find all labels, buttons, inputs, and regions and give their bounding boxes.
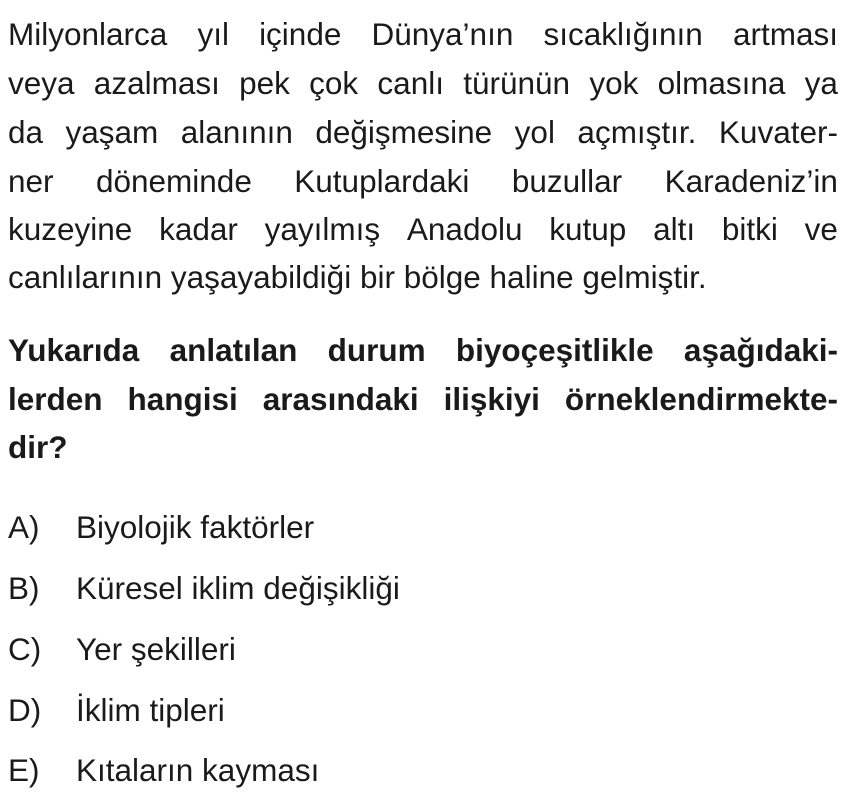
word: durum — [327, 332, 426, 368]
word: kadar — [159, 211, 238, 247]
word: yok — [589, 65, 639, 101]
word: yol — [514, 114, 555, 150]
passage-line-3 — [8, 108, 838, 156]
option-text: Küresel iklim değişikliği — [76, 570, 400, 606]
option-text: İklim tipleri — [76, 692, 225, 728]
word: arasındaki — [262, 381, 419, 417]
word: veya — [8, 65, 75, 101]
option-letter: A) — [8, 509, 40, 545]
question-line-3: dir? — [8, 429, 68, 465]
option-c[interactable] — [8, 625, 236, 673]
question-line-1 — [8, 326, 838, 374]
option-b[interactable] — [8, 564, 400, 612]
word: Kutuplardaki — [294, 163, 470, 199]
word: ya — [804, 65, 838, 101]
word: değişmesine — [315, 114, 493, 150]
word: Dünya’nın — [371, 16, 514, 52]
word: Karadeniz’in — [664, 163, 838, 199]
word: kutup — [549, 211, 627, 247]
passage-line-1 — [8, 10, 838, 58]
option-text: Biyolojik faktörler — [76, 509, 315, 545]
word: Kuvater- — [718, 114, 838, 150]
option-e[interactable] — [8, 746, 319, 794]
option-letter: C) — [8, 631, 42, 667]
word: buzullar — [511, 163, 623, 199]
word: artması — [732, 16, 838, 52]
word: açmıştır. — [577, 114, 697, 150]
word: örneklendirmekte- — [564, 381, 838, 417]
question-line-2 — [8, 375, 838, 423]
word: lerden — [8, 381, 103, 417]
word: altı — [653, 211, 696, 247]
option-a[interactable] — [8, 503, 314, 551]
word: ve — [804, 211, 838, 247]
word: yaşam — [65, 114, 159, 150]
word: da — [8, 114, 44, 150]
word: kuzeyine — [8, 211, 133, 247]
word: anlatılan — [169, 332, 298, 368]
word: Anadolu — [406, 211, 523, 247]
word: alanının — [180, 114, 293, 150]
word: sıcaklığının — [543, 16, 703, 52]
word: olmasına — [657, 65, 786, 101]
word: ilişkiyi — [443, 381, 540, 417]
word: türünün — [463, 65, 571, 101]
option-text: Kıtaların kayması — [76, 752, 320, 788]
option-letter: B) — [8, 570, 40, 606]
word: biyoçeşitlikle — [455, 332, 654, 368]
passage-line-2 — [8, 59, 838, 107]
option-d[interactable] — [8, 686, 225, 734]
word: yıl — [197, 16, 229, 52]
word: Yukarıda — [8, 332, 140, 368]
option-letter: E) — [8, 752, 40, 788]
word: aşağıdaki- — [683, 332, 838, 368]
word: canlı — [377, 65, 444, 101]
word: içinde — [259, 16, 342, 52]
option-letter: D) — [8, 692, 42, 728]
passage-line-4 — [8, 157, 838, 205]
word: yayılmış — [264, 211, 381, 247]
passage-line-5 — [8, 205, 838, 253]
option-text: Yer şekilleri — [76, 631, 236, 667]
word: çok — [309, 65, 359, 101]
word: azalması — [93, 65, 220, 101]
word: ner — [8, 163, 54, 199]
word: bitki — [721, 211, 778, 247]
word: hangisi — [127, 381, 238, 417]
word: Milyonlarca — [8, 16, 168, 52]
passage-line-6: canlılarının yaşayabildiği bir bölge haline gelmiştir. — [8, 259, 707, 295]
word: döneminde — [95, 163, 252, 199]
word: pek — [239, 65, 290, 101]
